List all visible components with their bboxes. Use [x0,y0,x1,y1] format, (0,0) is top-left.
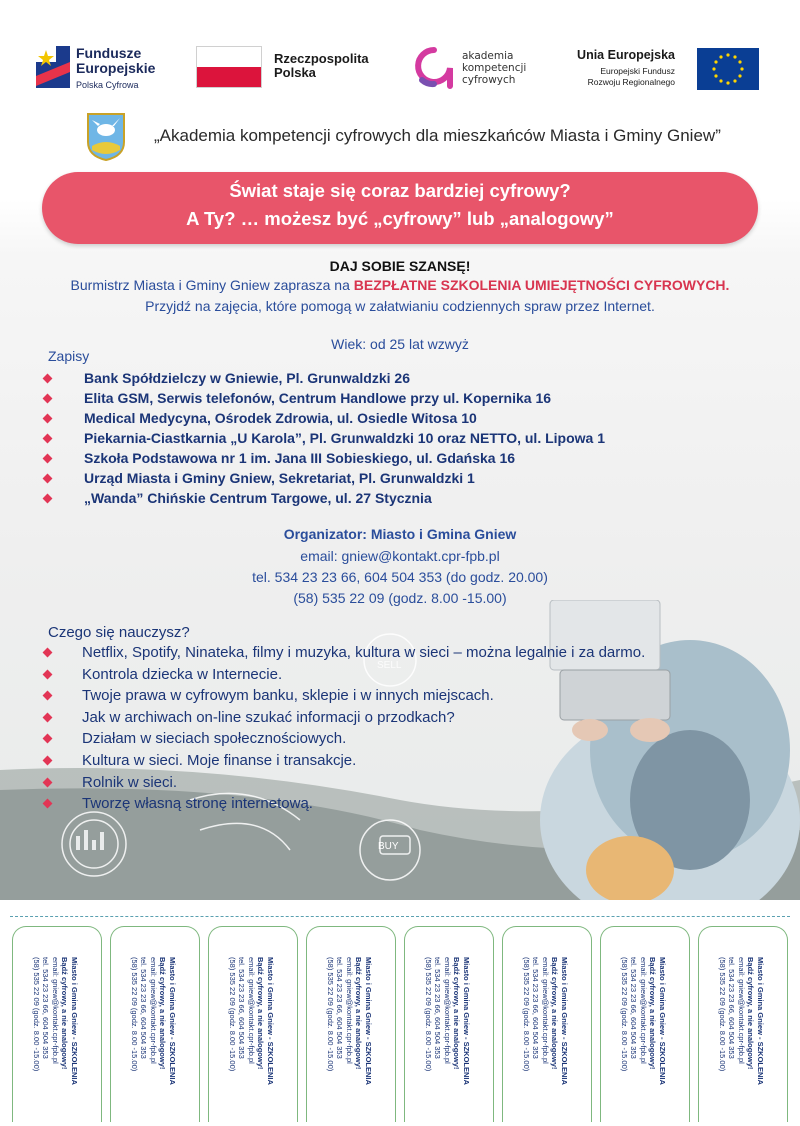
bullet-icon [43,434,53,444]
tear-off-strip[interactable]: Miasto i Gmina Gniew - SZKOLENIA Bądź cyfrowy, a nie analogowy! email: gniew@kontakt.cpr-fpb.pl tel. 534 23 23 66, 604 504 353 (58) 535 22 09 (godz. 8.00 -15.00) [110,926,200,1122]
learn-topics [44,642,645,815]
bullet-icon [43,777,53,787]
fundusze-europejskie-logo [34,40,184,100]
tear-off-strip[interactable]: Miasto i Gmina Gniew - SZKOLENIA Bądź cyfrowy, a nie analogowy! email: gniew@kontakt.cpr-fpb.pl tel. 534 23 23 66, 604 504 353 (58) 535 22 09 (godz. 8.00 -15.00) [306,926,396,1122]
bullet-icon [43,414,53,424]
tech-label-sell: SELL [377,660,402,671]
bullet-icon [43,454,53,464]
fundusze-title: Fundusze Europejskie [76,45,156,76]
gniew-crest-icon [86,112,126,162]
ue-subtitle: Europejski Fundusz Rozwoju Regionalnego [587,66,675,87]
header-logos [0,30,800,110]
list-item: Elita GSM, Serwis telefonów, Centrum Handlowe przy ul. Kopernika 16 [44,388,744,408]
tear-off-strip[interactable]: Miasto i Gmina Gniew - SZKOLENIA Bądź cyfrowy, a nie analogowy! email: gniew@kontakt.cpr-fpb.pl tel. 534 23 23 66, 604 504 353 (58) 535 22 09 (godz. 8.00 -15.00) [698,926,788,1122]
bullet-icon [43,474,53,484]
bullet-icon [43,756,53,766]
tear-off-strip[interactable]: Miasto i Gmina Gniew - SZKOLENIA Bądź cyfrowy, a nie analogowy! email: gniew@kontakt.cpr-fpb.pl tel. 534 23 23 66, 604 504 353 (58) 535 22 09 (godz. 8.00 -15.00) [600,926,690,1122]
list-item: Szkoła Podstawowa nr 1 im. Jana III Sobieskiego, ul. Gdańska 16 [44,448,744,468]
bullet-icon [43,394,53,404]
organizer-phone-landline[interactable]: (58) 535 22 09 (godz. 8.00 -15.00) [293,590,507,606]
learn-heading: Czego się nauczysz? [48,624,190,641]
fe-star-icon [34,42,72,88]
invitation-prefix: Burmistrz Miasta i Gminy Gniew zaprasza na [70,277,354,293]
bullet-icon [43,669,53,679]
unia-europejska-logo [560,44,765,94]
list-item: Rolnik w sieci. [44,772,645,794]
list-item: Piekarnia-Ciastkarnia „U Karola”, Pl. Grunwaldzki 10 oraz NETTO, ul. Lipowa 1 [44,428,744,448]
invitation-text [0,277,800,293]
list-item: Tworzę własną stronę internetową. [44,793,645,815]
organizer-email[interactable]: email: gniew@kontakt.cpr-fpb.pl [300,548,500,564]
polish-flag-icon [196,46,262,88]
invitation-highlight: BEZPŁATNE SZKOLENIA UMIEJĘTNOŚCI CYFROWYCH. [353,277,730,293]
bullet-icon [43,734,53,744]
tear-off-strip[interactable]: Miasto i Gmina Gniew - SZKOLENIA Bądź cyfrowy, a nie analogowy! email: gniew@kontakt.cpr-fpb.pl tel. 534 23 23 66, 604 504 353 (58) 535 22 09 (godz. 8.00 -15.00) [502,926,592,1122]
invitation-description: Przyjdź na zajęcia, które pomogą w załatwianiu codziennych spraw przez Internet. [145,298,655,314]
call-to-action: DAJ SOBIE SZANSĘ! [329,258,471,274]
list-item: Bank Spółdzielczy w Gniewie, Pl. Grunwaldzki 26 [44,368,744,388]
age-requirement: Wiek: od 25 lat wzwyż [331,336,469,352]
tear-off-strip[interactable]: Miasto i Gmina Gniew - SZKOLENIA Bądź cyfrowy, a nie analogowy! email: gniew@kontakt.cpr-fpb.pl tel. 534 23 23 66, 604 504 353 (58) 535 22 09 (godz. 8.00 -15.00) [12,926,102,1122]
akademia-text: akademia kompetencji cyfrowych [462,50,527,86]
tear-off-strip[interactable]: Miasto i Gmina Gniew - SZKOLENIA Bądź cyfrowy, a nie analogowy! email: gniew@kontakt.cpr-fpb.pl tel. 534 23 23 66, 604 504 353 (58) 535 22 09 (godz. 8.00 -15.00) [208,926,298,1122]
organizer-title: Organizator: Miasto i Gmina Gniew [283,526,517,542]
bullet-icon [43,712,53,722]
list-item: Jak w archiwach on-line szukać informacji o przodkach? [44,707,645,729]
organizer-phone[interactable]: tel. 534 23 23 66, 604 504 353 (do godz. 20.00) [252,569,548,585]
tear-off-strips [0,904,800,1126]
bullet-icon [43,691,53,701]
tear-off-strip[interactable]: Miasto i Gmina Gniew - SZKOLENIA Bądź cyfrowy, a nie analogowy! email: gniew@kontakt.cpr-fpb.pl tel. 534 23 23 66, 604 504 353 (58) 535 22 09 (godz. 8.00 -15.00) [404,926,494,1122]
list-item: Kontrola dziecka w Internecie. [44,664,645,686]
bullet-icon [43,648,53,658]
rzeczpospolita-text: Rzeczpospolita Polska [274,51,369,80]
bullet-icon [43,799,53,809]
tech-label-buy: BUY [378,841,399,852]
akademia-logo [414,44,564,96]
registration-locations [44,368,744,508]
bullet-icon [43,494,53,504]
eu-flag-icon [697,48,759,90]
list-item: „Wanda” Chińskie Centrum Targowe, ul. 27 Stycznia [44,488,744,508]
fundusze-subtitle: Polska Cyfrowa [76,80,139,90]
akademia-mark-icon [414,46,454,90]
list-item: Medical Medycyna, Ośrodek Zdrowia, ul. Osiedle Witosa 10 [44,408,744,428]
list-item: Działam w sieciach społecznościowych. [44,728,645,750]
ue-title: Unia Europejska [577,48,675,62]
banner-line-1: Świat staje się coraz bardziej cyfrowy? [229,180,571,201]
bullet-icon [43,374,53,384]
registration-heading: Zapisy [48,348,90,364]
project-title: „Akademia kompetencji cyfrowych dla mieszkańców Miasta i Gminy Gniew” [154,126,721,145]
list-item: Twoje prawa w cyfrowym banku, sklepie i w innych miejscach. [44,685,645,707]
list-item: Netflix, Spotify, Ninateka, filmy i muzyka, kultura w sieci – można legalnie i za darmo. [44,642,645,664]
headline-banner [42,172,758,244]
banner-line-2: A Ty? … możesz być „cyfrowy” lub „analogowy” [186,208,614,229]
cut-line [10,916,790,917]
list-item: Urząd Miasta i Gminy Gniew, Sekretariat, Pl. Grunwaldzki 1 [44,468,744,488]
rzeczpospolita-logo [196,46,386,92]
list-item: Kultura w sieci. Moje finanse i transakcje. [44,750,645,772]
